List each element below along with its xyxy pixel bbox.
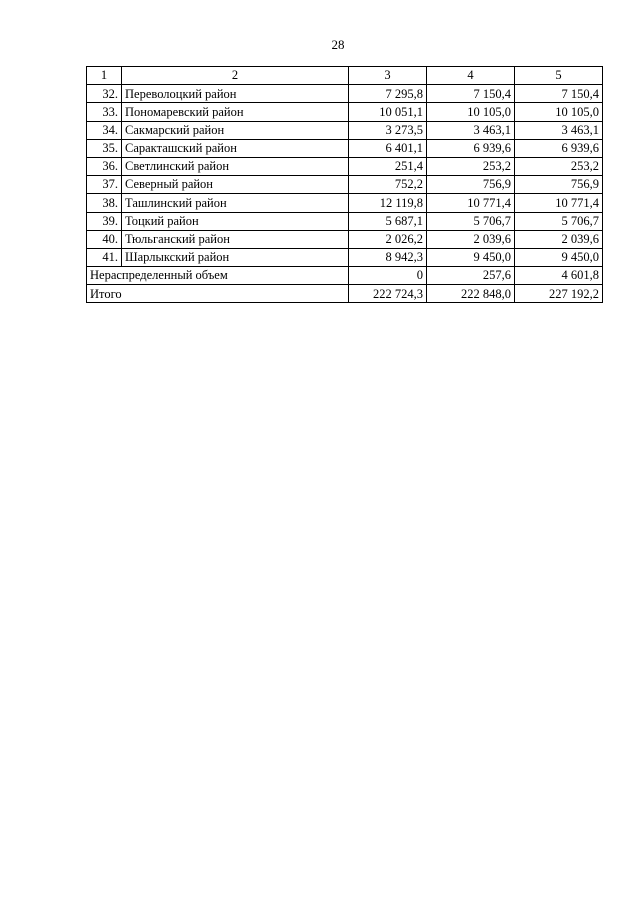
total-row-value-col-4: 222 848,0 xyxy=(427,285,515,303)
allocation-table xyxy=(86,66,603,303)
value-col-3: 2 026,2 xyxy=(349,230,427,248)
value-col-5: 3 463,1 xyxy=(515,121,603,139)
district-name: Тюльганский район xyxy=(122,230,349,248)
row-number: 36. xyxy=(87,157,122,175)
table-row xyxy=(87,248,603,266)
value-col-4: 2 039,6 xyxy=(427,230,515,248)
table-row xyxy=(87,230,603,248)
value-col-5: 5 706,7 xyxy=(515,212,603,230)
value-col-4: 7 150,4 xyxy=(427,85,515,103)
value-col-5: 10 771,4 xyxy=(515,194,603,212)
table-row xyxy=(87,212,603,230)
row-number: 40. xyxy=(87,230,122,248)
value-col-5: 6 939,6 xyxy=(515,139,603,157)
table-row xyxy=(87,121,603,139)
value-col-4: 3 463,1 xyxy=(427,121,515,139)
row-number: 41. xyxy=(87,248,122,266)
table-row xyxy=(87,139,603,157)
total-row-value-col-3: 222 724,3 xyxy=(349,285,427,303)
table-row xyxy=(87,194,603,212)
table-header-row xyxy=(87,67,603,85)
value-col-4: 6 939,6 xyxy=(427,139,515,157)
district-name: Пономаревский район xyxy=(122,103,349,121)
district-name: Саракташский район xyxy=(122,139,349,157)
unallocated-row-label: Нераспределенный объем xyxy=(87,267,349,285)
page-number: 28 xyxy=(331,37,345,52)
value-col-3: 3 273,5 xyxy=(349,121,427,139)
value-col-3: 7 295,8 xyxy=(349,85,427,103)
value-col-4: 5 706,7 xyxy=(427,212,515,230)
table-row xyxy=(87,103,603,121)
header-col-1: 1 xyxy=(87,67,122,85)
header-col-3: 3 xyxy=(349,67,427,85)
value-col-5: 2 039,6 xyxy=(515,230,603,248)
row-number: 39. xyxy=(87,212,122,230)
value-col-5: 9 450,0 xyxy=(515,248,603,266)
value-col-3: 251,4 xyxy=(349,157,427,175)
value-col-4: 756,9 xyxy=(427,176,515,194)
table-row xyxy=(87,85,603,103)
district-name: Тоцкий район xyxy=(122,212,349,230)
value-col-3: 5 687,1 xyxy=(349,212,427,230)
value-col-5: 7 150,4 xyxy=(515,85,603,103)
unallocated-row xyxy=(87,267,603,285)
value-col-4: 253,2 xyxy=(427,157,515,175)
value-col-5: 10 105,0 xyxy=(515,103,603,121)
table-row xyxy=(87,157,603,175)
total-row xyxy=(87,285,603,303)
header-col-5: 5 xyxy=(515,67,603,85)
header-col-4: 4 xyxy=(427,67,515,85)
value-col-3: 10 051,1 xyxy=(349,103,427,121)
value-col-4: 10 105,0 xyxy=(427,103,515,121)
total-row-label: Итого xyxy=(87,285,349,303)
total-row-value-col-5: 227 192,2 xyxy=(515,285,603,303)
row-number: 35. xyxy=(87,139,122,157)
value-col-5: 756,9 xyxy=(515,176,603,194)
district-name: Переволоцкий район xyxy=(122,85,349,103)
value-col-3: 8 942,3 xyxy=(349,248,427,266)
value-col-5: 253,2 xyxy=(515,157,603,175)
value-col-4: 10 771,4 xyxy=(427,194,515,212)
value-col-3: 12 119,8 xyxy=(349,194,427,212)
table-row xyxy=(87,176,603,194)
unallocated-row-value-col-4: 257,6 xyxy=(427,267,515,285)
value-col-4: 9 450,0 xyxy=(427,248,515,266)
district-name: Шарлыкский район xyxy=(122,248,349,266)
row-number: 32. xyxy=(87,85,122,103)
row-number: 33. xyxy=(87,103,122,121)
district-name: Сакмарский район xyxy=(122,121,349,139)
value-col-3: 6 401,1 xyxy=(349,139,427,157)
row-number: 37. xyxy=(87,176,122,194)
table-body xyxy=(87,67,603,303)
unallocated-row-value-col-5: 4 601,8 xyxy=(515,267,603,285)
row-number: 38. xyxy=(87,194,122,212)
value-col-3: 752,2 xyxy=(349,176,427,194)
row-number: 34. xyxy=(87,121,122,139)
district-name: Северный район xyxy=(122,176,349,194)
district-name: Светлинский район xyxy=(122,157,349,175)
unallocated-row-value-col-3: 0 xyxy=(349,267,427,285)
header-col-2: 2 xyxy=(122,67,349,85)
district-name: Ташлинский район xyxy=(122,194,349,212)
